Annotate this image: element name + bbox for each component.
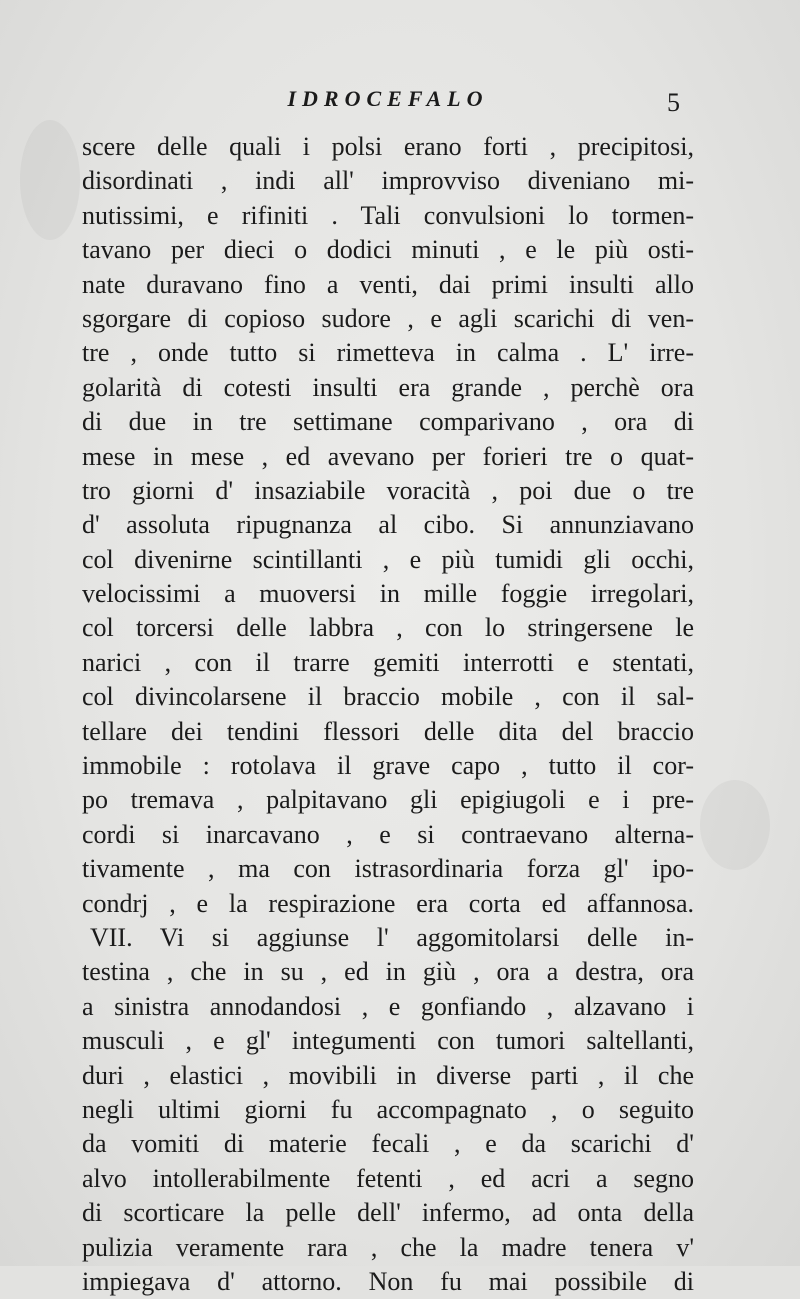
text-line: musculi , e gl' integumenti con tumori saltellanti, (82, 1026, 694, 1056)
text-line: col torcersi delle labbra , con lo stringersene le (82, 613, 694, 643)
text-line: impiegava d' attorno. Non fu mai possibile di (82, 1266, 694, 1296)
paper-stain (20, 120, 80, 240)
text-line: col divenirne scintillanti , e più tumidi gli occhi, (82, 544, 694, 574)
text-line: tellare dei tendini flessori delle dita del braccio (82, 716, 694, 746)
page-header (82, 86, 694, 126)
text-line: d' assoluta ripugnanza al cibo. Si annunziavano (82, 510, 694, 540)
text-line: duri , elastici , movibili in diverse parti , il che (82, 1060, 694, 1090)
text-line: immobile : rotolava il grave capo , tutto il cor- (82, 751, 694, 781)
text-line: alvo intollerabilmente fetenti , ed acri a segno (82, 1163, 694, 1193)
running-title: IDROCEFALO (287, 86, 489, 111)
text-line: nate duravano fino a venti, dai primi insulti allo (82, 269, 694, 299)
text-line: col divincolarsene il braccio mobile , con il sal- (82, 682, 694, 712)
text-line: sgorgare di copioso sudore , e agli scarichi di ven- (82, 303, 694, 333)
text-line: golarità di cotesti insulti era grande , perchè ora (82, 372, 694, 402)
text-line: disordinati , indi all' improvviso diveniano mi- (82, 166, 694, 196)
page-number: 5 (667, 88, 680, 117)
text-line: condrj , e la respirazione era corta ed affannosa. (82, 888, 694, 918)
body-text (82, 130, 694, 1299)
text-line: negli ultimi giorni fu accompagnato , o seguito (82, 1094, 694, 1124)
text-line: tivamente , ma con istrasordinaria forza gl' ipo- (82, 854, 694, 884)
text-line: velocissimi a muoversi in mille foggie irregolari, (82, 579, 694, 609)
text-line: di scorticare la pelle dell' infermo, ad onta della (82, 1198, 694, 1228)
text-line: tavano per dieci o dodici minuti , e le più osti- (82, 235, 694, 265)
text-line: po tremava , palpitavano gli epigiugoli e i pre- (82, 785, 694, 815)
text-line: pulizia veramente rara , che la madre tenera v' (82, 1232, 694, 1262)
text-line: da vomiti di materie fecali , e da scarichi d' (82, 1129, 694, 1159)
text-line: mese in mese , ed avevano per forieri tre o quat- (82, 441, 694, 471)
text-line: narici , con il trarre gemiti interrotti e stentati, (82, 647, 694, 677)
text-line: di due in tre settimane comparivano , ora di (82, 407, 694, 437)
text-line: tre , onde tutto si rimetteva in calma . L' irre- (82, 338, 694, 368)
text-line: testina , che in su , ed in giù , ora a destra, ora (82, 957, 694, 987)
text-line: nutissimi, e rifiniti . Tali convulsioni lo tormen- (82, 200, 694, 230)
text-line: tro giorni d' insaziabile voracità , poi due o tre (82, 475, 694, 505)
section-start-line: VII. Vi si aggiunse l' aggomitolarsi delle in- (90, 922, 694, 952)
text-line: scere delle quali i polsi erano forti , precipitosi, (82, 132, 694, 161)
paper-stain (700, 780, 770, 870)
text-line: a sinistra annodandosi , e gonfiando , alzavano i (82, 991, 694, 1021)
text-line: cordi si inarcavano , e si contraevano alterna- (82, 819, 694, 849)
